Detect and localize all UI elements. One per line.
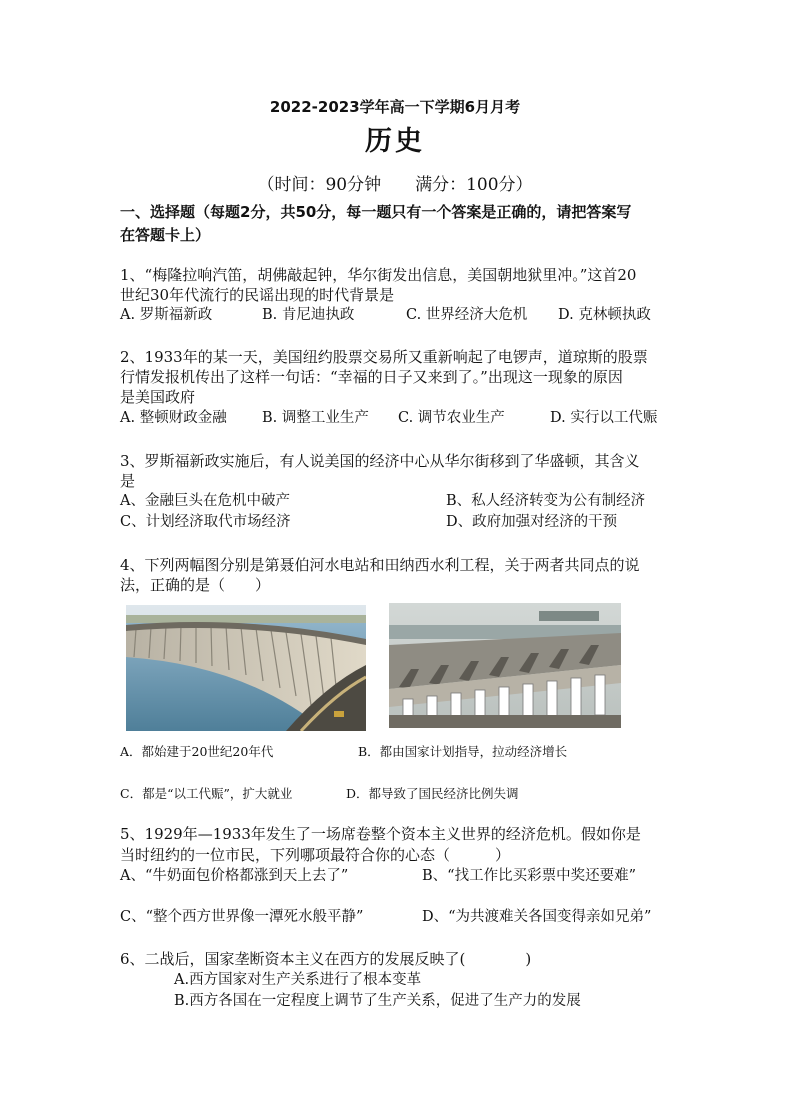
q4-option-b: B．都由国家计划指导，拉动经济增长	[358, 744, 568, 759]
q6-stem-line1: 6、二战后，国家垄断资本主义在西方的发展反映了( )	[120, 950, 532, 968]
q4-option-a: A．都始建于20世纪20年代	[120, 744, 274, 759]
section-heading	[120, 201, 680, 247]
tennessee-dam-photo	[389, 603, 621, 728]
q3-stem-line2: 是	[120, 472, 136, 490]
q6-option-b: B.西方各国在一定程度上调节了生产关系，促进了生产力的发展	[174, 993, 581, 1009]
section-heading-line2: 在答题卡上）	[120, 226, 211, 244]
q4-stem-line1: 4、下列两幅图分别是第聂伯河水电站和田纳西水利工程，关于两者共同点的说	[120, 556, 640, 574]
q2-stem-line1: 2、1933年的某一天，美国纽约股票交易所又重新响起了电锣声，道琼斯的股票	[120, 348, 648, 366]
q1-stem-line2: 世纪30年代流行的民谣出现的时代背景是	[120, 286, 395, 304]
q3-option-c: C、计划经济取代市场经济	[120, 514, 291, 530]
q6-option-a: A.西方国家对生产关系进行了根本变革	[174, 972, 422, 988]
q5-option-a: A、“牛奶面包价格都涨到天上去了”	[120, 868, 349, 884]
q5-option-c: C、“整个西方世界像一潭死水般平静”	[120, 909, 364, 925]
q1-option-c: C. 世界经济大危机	[406, 307, 528, 323]
q4-option-d: D．都导致了国民经济比例失调	[346, 786, 519, 801]
q3-option-a: A、金融巨头在危机中破产	[120, 493, 290, 509]
q2-option-d: D. 实行以工代赈	[550, 410, 658, 426]
q3-stem-line1: 3、罗斯福新政实施后，有人说美国的经济中心从华尔街移到了华盛顿，其含义	[120, 452, 640, 470]
q4-stem-line2: 法，正确的是（ ）	[120, 576, 271, 594]
exam-term-title: 2022-2023学年高一下学期6月月考	[269, 98, 521, 116]
q4-option-c: C．都是“以工代赈”，扩大就业	[120, 786, 293, 801]
q2-option-a: A. 整顿财政金融	[120, 410, 227, 426]
q3-option-d: D、政府加强对经济的干预	[446, 514, 618, 530]
q1-option-b: B. 肯尼迪执政	[262, 307, 355, 323]
q5-stem-line2: 当时纽约的一位市民，下列哪项最符合你的心态（ ）	[120, 846, 511, 864]
q1-stem-line1: 1、“梅隆拉响汽笛，胡佛敲起钟，华尔街发出信息，美国朝地狱里冲。”这首20	[120, 266, 637, 284]
dnieper-dam-photo	[126, 605, 366, 731]
section-heading-line1: 一、选择题（每题2分，共50分，每一题只有一个答案是正确的，请把答案写	[120, 203, 632, 221]
q5-option-d: D、“为共渡难关各国变得亲如兄弟”	[422, 909, 652, 925]
exam-info: （时间：90分钟 满分：100分）	[257, 175, 533, 195]
subject-title: 历史	[365, 126, 425, 157]
q1-option-d: D. 克林顿执政	[558, 307, 651, 323]
q5-option-b: B、“找工作比买彩票中奖还要难”	[422, 868, 636, 884]
q2-stem-line3: 是美国政府	[120, 388, 196, 406]
q2-option-c: C. 调节农业生产	[398, 410, 505, 426]
q5-stem-line1: 5、1929年—1933年发生了一场席卷整个资本主义世界的经济危机。假如你是	[120, 825, 641, 843]
q3-option-b: B、私人经济转变为公有制经济	[446, 493, 646, 509]
q2-option-b: B. 调整工业生产	[262, 410, 369, 426]
q1-option-a: A. 罗斯福新政	[120, 307, 213, 323]
q2-stem-line2: 行情发报机传出了这样一句话：“幸福的日子又来到了。”出现这一现象的原因	[120, 368, 623, 386]
